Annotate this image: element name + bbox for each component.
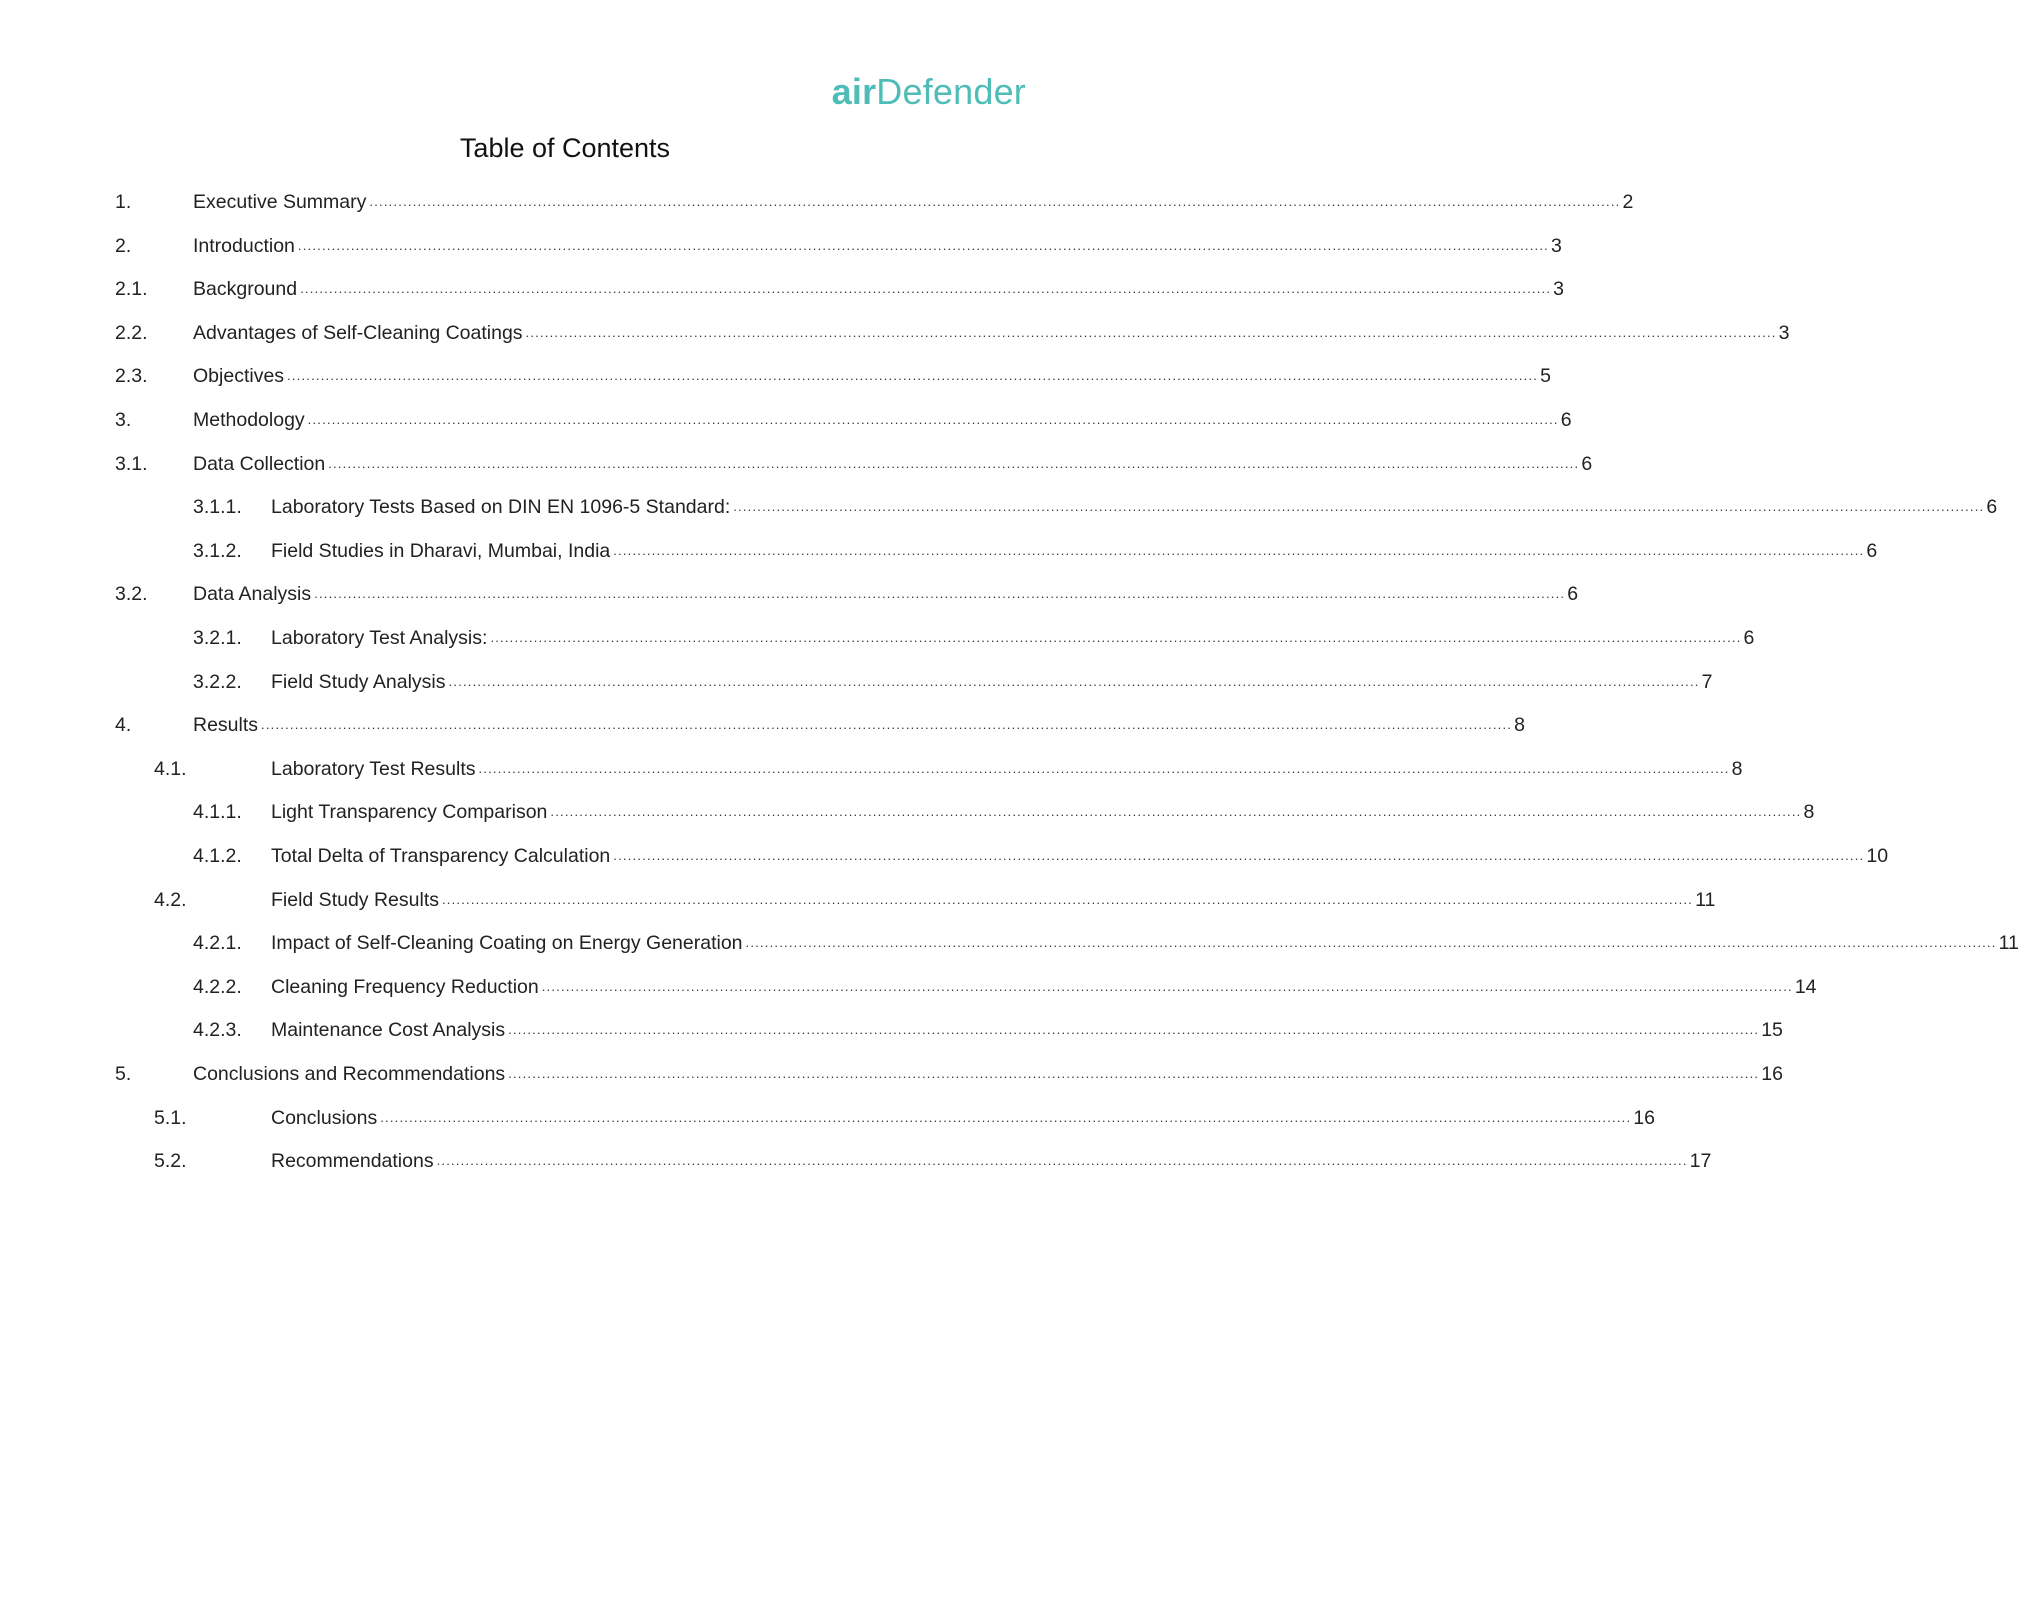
logo-text-air: air [831,71,877,112]
toc-entry-page-number: 6 [1560,409,1572,431]
toc-entry-title: Objectives [193,365,285,388]
toc-entry-title: Conclusions [271,1106,378,1129]
toc-entry-title: Impact of Self-Cleaning Coating on Energy Generation [271,932,743,955]
dot-leader: .................................................................................................................................................................................................................................................................... [314,586,1566,602]
toc-entry-line [271,886,1716,914]
toc-entry-number: 4.1.2. [193,845,242,867]
toc-entry-page-number: 8 [1514,714,1525,737]
toc-entry-line [193,188,1634,216]
toc-entry-number: 3.2.1. [193,627,242,649]
dot-leader: .................................................................................................................................................................................................................................................................... [380,1109,1632,1125]
toc-entry[interactable] [0,886,1716,930]
toc-entry-line [193,1060,1783,1088]
toc-entry-title: Total Delta of Transparency Calculation [271,845,611,867]
dot-leader: .................................................................................................................................................................................................................................................................... [300,281,1552,297]
toc-entry-page-number: 16 [1761,1063,1783,1085]
toc-entry-title: Advantages of Self-Cleaning Coatings [193,321,523,344]
toc-entry[interactable] [0,319,1790,363]
toc-entry-line [271,537,1878,565]
toc-entry-page-number: 8 [1731,757,1743,780]
toc-entry-number: 5. [115,1063,132,1085]
toc-entry[interactable] [0,188,1634,232]
dot-leader: .................................................................................................................................................................................................................................................................... [448,673,1700,689]
dot-leader: .................................................................................................................................................................................................................................................................... [613,542,1865,558]
toc-entry-page-number: 3 [1778,321,1790,344]
toc-entry[interactable] [0,973,1817,1017]
toc-entry[interactable] [0,493,1998,537]
toc-entry-line [271,755,1743,783]
toc-entry-title: Maintenance Cost Analysis [271,1019,506,1042]
toc-entry-number: 4.2.1. [193,932,242,955]
toc-entry-page-number: 2 [1622,191,1634,213]
toc-entry-number: 3.1. [115,452,148,475]
dot-leader: .................................................................................................................................................................................................................................................................... [442,891,1694,907]
toc-entry[interactable] [0,842,1889,886]
toc-entry-number: 4.1. [154,757,187,780]
dot-leader: .................................................................................................................................................................................................................................................................... [733,499,1985,515]
toc-entry-number: 4.2.2. [193,975,242,998]
toc-entry-page-number: 16 [1633,1106,1656,1129]
toc-entry-number: 3.1.1. [193,496,242,519]
dot-leader: .................................................................................................................................................................................................................................................................... [307,412,1559,427]
dot-leader: .................................................................................................................................................................................................................................................................... [745,935,1997,951]
dot-leader: .................................................................................................................................................................................................................................................................... [436,1153,1688,1169]
toc-entry-title: Field Study Results [271,888,439,911]
toc-entry-title: Field Study Analysis [271,670,446,693]
toc-entry-line [271,842,1889,870]
toc-entry[interactable] [0,580,1579,624]
dot-leader: .................................................................................................................................................................................................................................................................... [490,630,1742,645]
toc-entry-title: Light Transparency Comparison [271,801,548,824]
toc-entry-title: Results [193,714,259,737]
toc-entry-line [271,493,1998,521]
toc-entry-page-number: 3 [1550,234,1562,257]
toc-entry-number: 4.2. [154,888,187,911]
dot-leader: .................................................................................................................................................................................................................................................................... [328,455,1580,471]
toc-entry-page-number: 6 [1743,627,1755,649]
logo-text-defender: Defender [876,71,1026,112]
toc-entry-title: Laboratory Test Results [271,757,476,780]
toc-entry-line [193,232,1562,260]
toc-entry-page-number: 5 [1540,365,1551,388]
dot-leader: .................................................................................................................................................................................................................................................................... [508,1066,1760,1081]
toc-entry-number: 5.1. [154,1106,187,1129]
toc-entry-number: 1. [115,191,132,213]
toc-entry[interactable] [0,668,1713,712]
toc-entry[interactable] [0,275,1565,319]
toc-entry-number: 2.3. [115,365,148,388]
toc-entry[interactable] [0,537,1878,581]
toc-entry[interactable] [0,929,2019,973]
toc-entry-number: 3. [115,409,132,431]
toc-entry-line [193,362,1551,390]
toc-entry-page-number: 11 [1998,932,2019,955]
toc-entry-number: 4.2.3. [193,1019,242,1042]
dot-leader: .................................................................................................................................................................................................................................................................... [541,978,1793,994]
toc-entry-line [193,450,1593,478]
dot-leader: .................................................................................................................................................................................................................................................................... [613,848,1865,863]
toc-entry-line [193,406,1572,434]
dot-leader: .................................................................................................................................................................................................................................................................... [508,1022,1760,1038]
toc-entry[interactable] [0,1060,1783,1104]
toc-entry-page-number: 14 [1794,975,1817,998]
toc-entry-line [271,973,1817,1001]
dot-leader: .................................................................................................................................................................................................................................................................... [261,717,1513,733]
toc-entry-title: Background [193,278,298,301]
toc-entry-number: 3.2. [115,583,148,606]
toc-entry-page-number: 10 [1866,845,1889,867]
toc-entry-number: 3.2.2. [193,670,242,693]
toc-entry-number: 5.2. [154,1150,187,1173]
toc-entry-page-number: 6 [1567,583,1579,606]
toc-entry-page-number: 3 [1553,278,1565,301]
toc-entry-line [271,624,1755,652]
toc-entry-number: 4.1.1. [193,801,242,824]
toc-entry[interactable] [0,755,1743,799]
toc-entry-title: Laboratory Test Analysis: [271,627,488,649]
toc-entry-number: 2. [115,234,132,257]
toc-entry-line [271,929,2019,957]
toc-entry[interactable] [0,1147,1712,1191]
toc-entry-title: Laboratory Tests Based on DIN EN 1096-5 Standard: [271,496,731,519]
toc-entry-line [271,1147,1712,1175]
dot-leader: .................................................................................................................................................................................................................................................................... [297,237,1549,253]
toc-entry-number: 3.1.2. [193,539,242,562]
toc-entry-title: Field Studies in Dharavi, Mumbai, India [271,539,611,562]
page-title: Table of Contents [459,133,671,163]
dot-leader: .................................................................................................................................................................................................................................................................... [525,324,1777,340]
toc-entry[interactable] [0,1104,1656,1148]
dot-leader: .................................................................................................................................................................................................................................................................... [550,804,1802,820]
toc-entry-page-number: 15 [1761,1019,1783,1042]
toc-entry-line [193,319,1790,347]
toc-entry-title: Data Analysis [193,583,312,606]
toc-entry-line [193,275,1565,303]
toc-entry-page-number: 17 [1689,1150,1712,1173]
dot-leader: .................................................................................................................................................................................................................................................................... [369,194,1621,209]
toc-entry-title: Recommendations [271,1150,434,1173]
toc-entry-page-number: 8 [1803,801,1815,824]
toc-entry[interactable] [0,406,1572,450]
toc-entry-line [271,1104,1656,1132]
toc-entry-line [271,668,1713,696]
toc-entry-title: Methodology [193,409,305,431]
toc-entry-page-number: 6 [1581,452,1593,475]
toc-entry-number: 4. [115,714,132,737]
toc-entry-title: Cleaning Frequency Reduction [271,975,539,998]
airdefender-logo [831,71,1026,112]
toc-entry-page-number: 6 [1986,496,1998,519]
toc-entry[interactable] [0,798,1815,842]
toc-entry[interactable] [0,232,1562,276]
toc-entry-number: 2.1. [115,278,148,301]
toc-entry[interactable] [0,450,1593,494]
toc-entry-page-number: 7 [1701,670,1713,693]
dot-leader: .................................................................................................................................................................................................................................................................... [287,368,1539,384]
toc-entry-number: 2.2. [115,321,148,344]
toc-entry-title: Introduction [193,234,295,257]
toc-entry-title: Executive Summary [193,191,367,213]
toc-entry[interactable] [0,624,1755,668]
toc-entry[interactable] [0,711,1525,755]
toc-entry[interactable] [0,1016,1783,1060]
toc-entry-page-number: 6 [1866,539,1878,562]
toc-entry-title: Data Collection [193,452,326,475]
toc-entry-line [193,711,1525,739]
toc-entry-line [193,580,1579,608]
toc-entry-line [271,798,1815,826]
toc-entry[interactable] [0,362,1551,406]
toc-entry-title: Conclusions and Recommendations [193,1063,506,1085]
dot-leader: .................................................................................................................................................................................................................................................................... [478,760,1730,776]
toc-entry-page-number: 11 [1695,888,1716,911]
toc-entry-line [271,1016,1783,1044]
